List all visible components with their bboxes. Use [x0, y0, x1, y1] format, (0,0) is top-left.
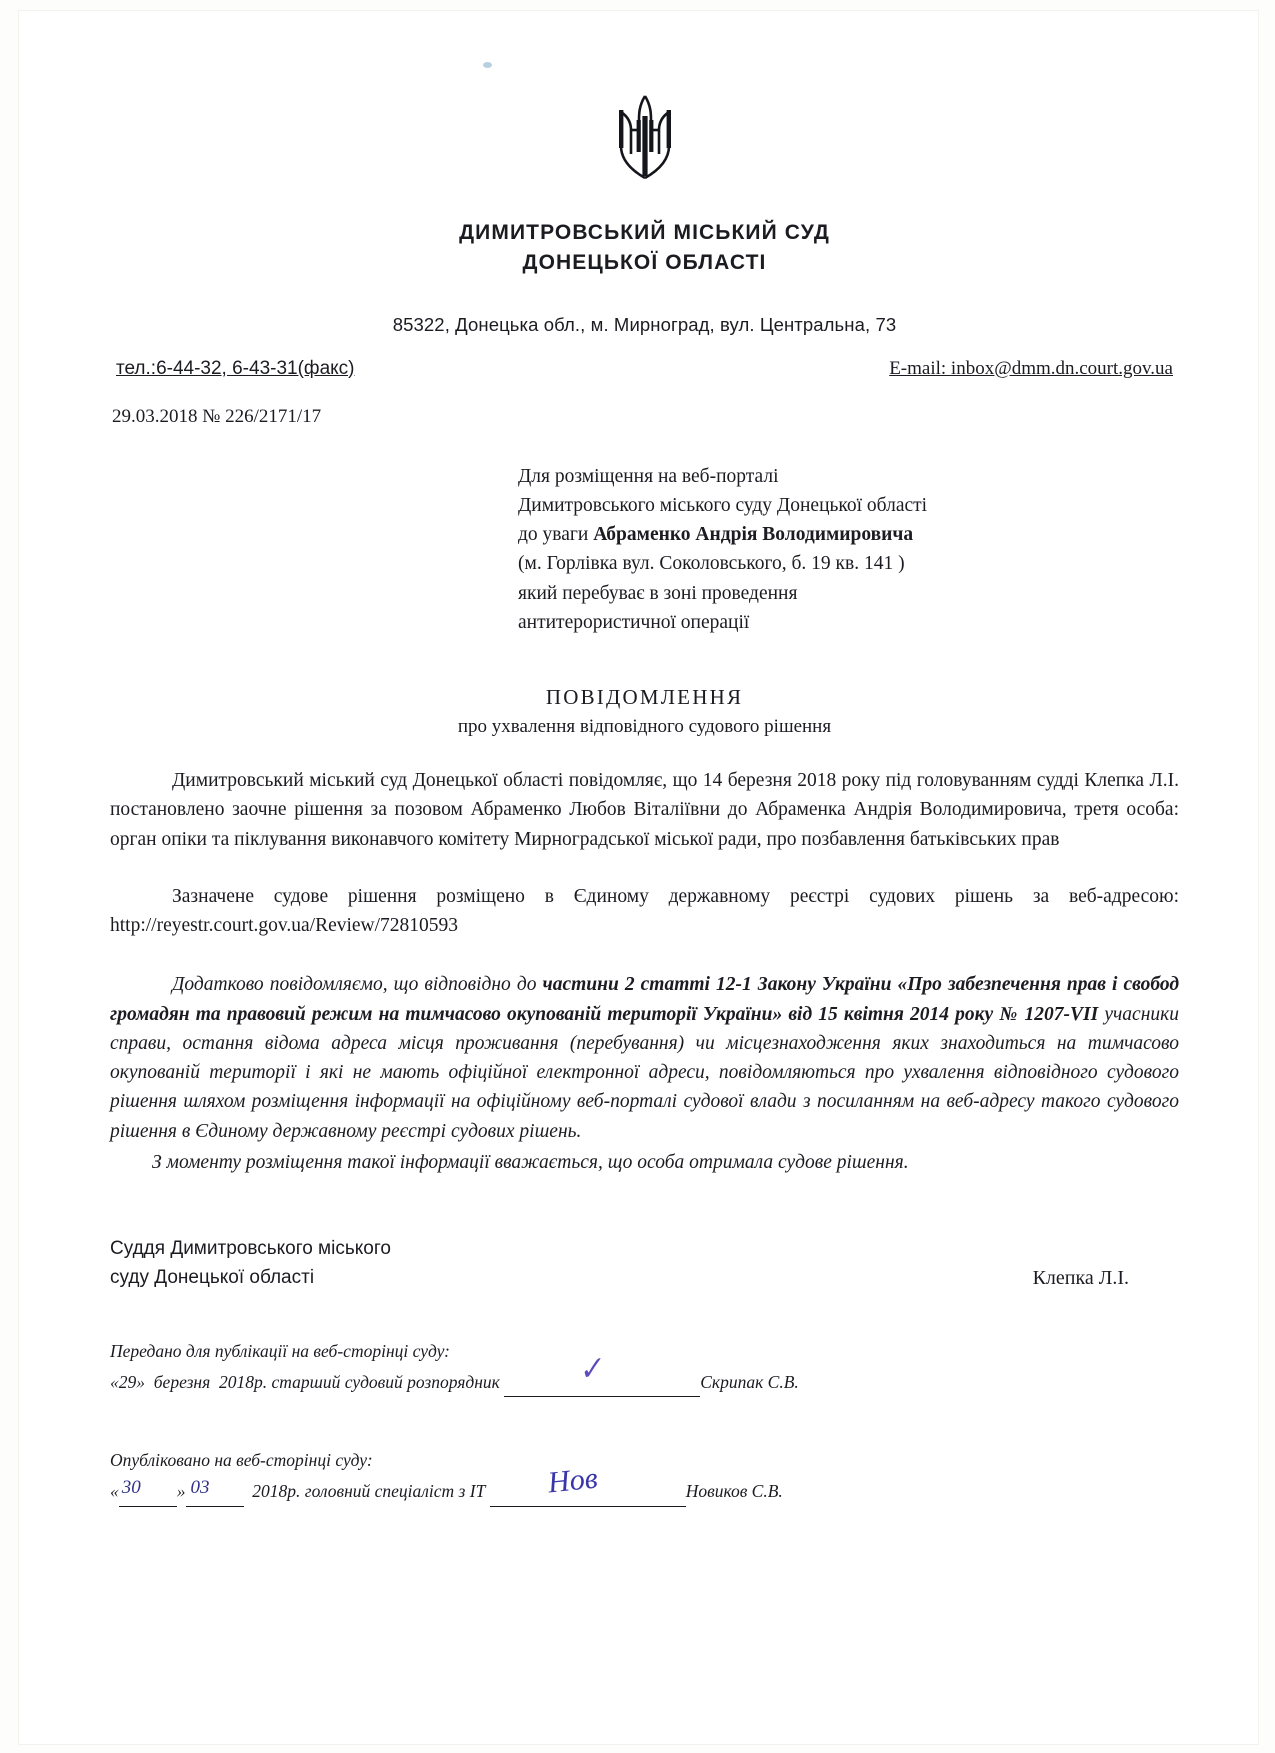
- court-address: 85322, Донецька обл., м. Мирноград, вул. Центральна, 73: [392, 313, 897, 335]
- paragraph-3-part-1: Додатково повідомляємо, що відповідно до: [172, 974, 543, 996]
- footer-transfer-signature-field: [504, 1350, 700, 1397]
- addressee-line-2: Димитровського міського суду Донецької області: [518, 494, 928, 516]
- footer-transfer-date-prefix: «29» березня 2018р. старший судовий розпорядник: [110, 1371, 505, 1392]
- signer-role: [110, 1235, 391, 1292]
- addressee-name: Абраменко Андрія Володимировича: [593, 524, 914, 546]
- paragraph-2: Зазначене судове рішення розміщено в Єдиному державному реєстрі судових рішень за веб-адресою: http://reyestr.court.gov.ua/Review/72810593: [110, 885, 1179, 937]
- addressee-line-4: (м. Горлівка вул. Соколовського, б. 19 кв. 141 ): [518, 553, 905, 575]
- signer-role-line-2: суду Донецької області: [110, 1266, 315, 1288]
- footer-publish-name: Новиков С.В.: [685, 1481, 783, 1501]
- court-phones: тел.:6-44-32, 6-43-31(факс): [116, 357, 355, 379]
- handwritten-signature-ink-2: Нов: [546, 1461, 599, 1500]
- signer-role-line-1: Суддя Димитровського міського: [110, 1238, 391, 1260]
- footer-transfer-block: [110, 1336, 1179, 1397]
- notice-subtitle: про ухвалення відповідного судового рішення: [457, 716, 832, 738]
- notice-title: ПОВІДОМЛЕННЯ: [545, 685, 744, 710]
- paragraph-3-law-reference: частини 2 статті 12-1 Закону України «Про забезпечення прав і свобод громадян та правовий режим на тимчасово окупованій території України» від 15 квітня 2014 року № 1207-VII: [110, 974, 1179, 1025]
- court-email: E-mail: inbox@dmm.dn.court.gov.ua: [889, 357, 1173, 379]
- paragraph-4: З моменту розміщення такої інформації вважається, що особа отримала судове рішення.: [152, 1151, 909, 1173]
- addressee-line-1: Для розміщення на веб-порталі: [518, 465, 779, 487]
- addressee-line-6: антитерористичної операції: [518, 611, 750, 633]
- footer-publish-day-field: [119, 1477, 177, 1507]
- addressee-attention-prefix: до уваги: [518, 524, 594, 546]
- emblem-container: [110, 90, 1179, 186]
- ukraine-trident-emblem-icon: [609, 90, 681, 186]
- addressee-block: [518, 462, 1179, 638]
- footer-publish-month-field: [186, 1477, 244, 1507]
- handwritten-signature-ink: ✓: [575, 1350, 607, 1388]
- court-title-line-1: ДИМИТРОВСЬКИЙ МІСЬКИЙ СУД: [459, 221, 830, 244]
- document-number: 29.03.2018 № 226/2171/17: [112, 405, 322, 427]
- paragraph-3-part-2: учасники справи, остання відома адреса місця проживання (перебування) чи місцезнаходження яких знаходиться на тимчасово окупованій території і які не мають офіційної електронної адреси, повідомляються про ухвалення відповідного судового рішення шляхом розміщення інформації на офіційному веб-порталі судової влади з посиланням на веб-адресу такого судового рішення в Єдиному державному реєстрі судових рішень.: [110, 1003, 1179, 1142]
- handwritten-month-ink: 03: [190, 1477, 210, 1499]
- handwritten-day-ink: 30: [121, 1477, 141, 1499]
- footer-publish-signature-field: [490, 1461, 686, 1507]
- signer-name: Клепка Л.І.: [1032, 1267, 1129, 1290]
- court-title-line-2: ДОНЕЦЬКОЇ ОБЛАСТІ: [522, 250, 767, 274]
- footer-transfer-name: Скрипак С.В.: [700, 1371, 799, 1392]
- signature-block: [110, 1235, 1179, 1292]
- footer-publish-title: Опубліковано на веб-сторінці суду:: [110, 1450, 373, 1471]
- footer-publish-quote-close: »: [176, 1481, 186, 1501]
- document-content: [110, 40, 1179, 1507]
- paragraph-3: [110, 970, 1179, 1146]
- footer-publish-line: [110, 1461, 1179, 1507]
- footer-transfer-title: Передано для публікації на веб-сторінці суду:: [110, 1341, 450, 1362]
- footer-publish-middle-text: 2018р. головний спеціаліст з ІТ: [243, 1481, 490, 1501]
- court-title: [110, 218, 1179, 278]
- addressee-line-5: який перебуває в зоні проведення: [518, 582, 798, 604]
- court-contacts: [110, 358, 1179, 380]
- footer-publish-block: [110, 1445, 1179, 1506]
- paragraph-1: Димитровський міський суд Донецької області повідомляє, що 14 березня 2018 року під головуванням судді Клепка Л.І. постановлено заочне рішення за позовом Абраменко Любов Віталіївни до Абраменка Андрія Володимировича, третя особа: орган опіки та піклування виконавчого комітету Мирноградської міської ради, про позбавлення батьківських прав: [110, 770, 1179, 850]
- footer-publish-quote-open: «: [110, 1481, 119, 1501]
- addressee-line-3: [518, 520, 1179, 549]
